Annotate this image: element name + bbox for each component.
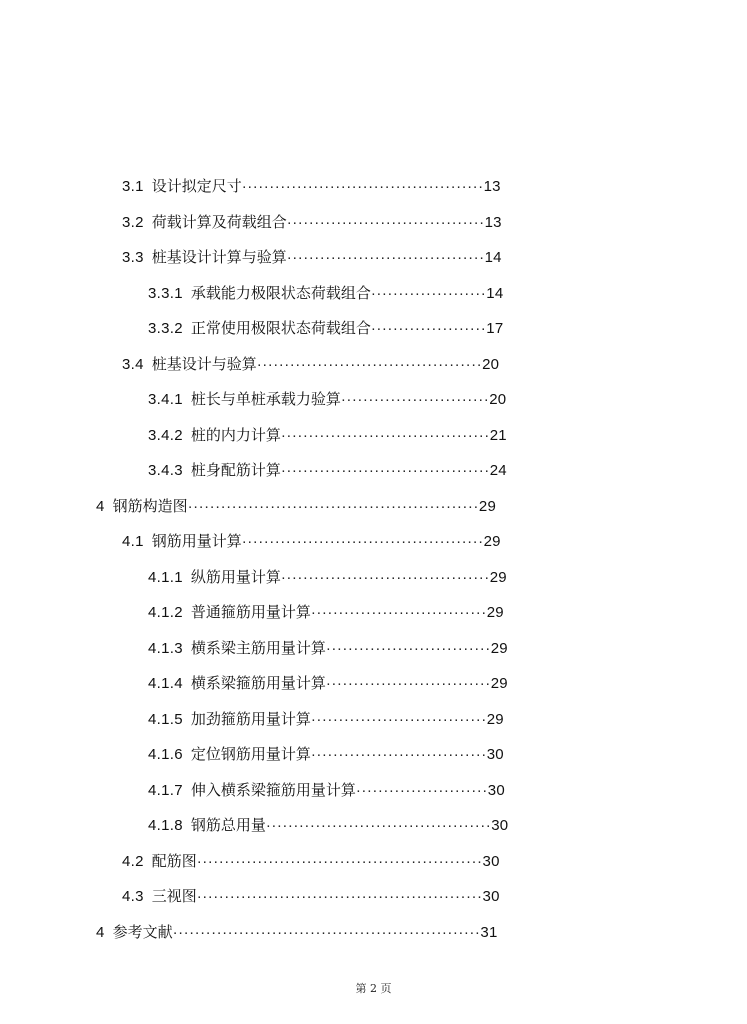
toc-entry-number: 4.1.3 [148, 640, 183, 657]
toc-dot-leader: ······································ [280, 462, 490, 479]
toc-entry-title: 桩长与单桩承载力验算 [190, 391, 341, 408]
toc-dot-leader: ································ [310, 711, 487, 728]
toc-entry-title: 横系梁主筋用量计算 [190, 640, 326, 657]
toc-entry-title: 承载能力极限状态荷载组合 [190, 285, 371, 302]
toc-entry-title: 钢筋构造图 [112, 498, 188, 515]
toc-entry-page: 30 [491, 817, 509, 834]
toc-entry[interactable] [148, 282, 510, 306]
toc-entry-title: 伸入横系梁箍筋用量计算 [190, 782, 356, 799]
toc-entry-page: 29 [486, 604, 504, 621]
toc-entry-page: 30 [487, 782, 505, 799]
toc-dot-leader: ································ [310, 604, 487, 621]
toc-dot-leader: ············································ [241, 178, 484, 195]
toc-entry[interactable] [148, 743, 510, 767]
toc-entry-title: 正常使用极限状态荷载组合 [190, 320, 371, 337]
toc-entry-page: 20 [482, 356, 500, 373]
toc-dot-leader: ······························ [325, 675, 491, 692]
toc-entry-title: 横系梁箍筋用量计算 [190, 675, 326, 692]
toc-entry-number: 4.1.5 [148, 711, 183, 728]
toc-entry-number: 3.1 [122, 178, 144, 195]
toc-entry-page: 20 [489, 391, 507, 408]
toc-entry-page: 13 [483, 178, 501, 195]
toc-entry-title: 钢筋用量计算 [151, 533, 242, 550]
toc-entry[interactable] [148, 779, 510, 803]
toc-entry[interactable] [122, 850, 506, 874]
toc-entry[interactable] [148, 424, 510, 448]
toc-entry-page: 29 [489, 569, 507, 586]
toc-entry[interactable] [148, 637, 510, 661]
toc-entry-number: 3.4.2 [148, 427, 183, 444]
toc-dot-leader: ··························· [340, 391, 490, 408]
toc-entry-number: 3.4 [122, 356, 144, 373]
toc-entry-page: 29 [483, 533, 501, 550]
toc-entry[interactable] [148, 672, 510, 696]
toc-entry[interactable] [148, 708, 510, 732]
toc-entry[interactable] [96, 495, 500, 519]
toc-entry-title: 桩的内力计算 [190, 427, 281, 444]
toc-dot-leader: ······································ [280, 427, 490, 444]
toc-entry-number: 4.1.4 [148, 675, 183, 692]
toc-dot-leader: ···················································· [196, 888, 483, 905]
toc-entry-title: 定位钢筋用量计算 [190, 746, 311, 763]
toc-entry-title: 参考文献 [112, 924, 173, 941]
toc-entry-page: 30 [482, 888, 500, 905]
toc-dot-leader: ······························ [325, 640, 491, 657]
toc-entry-number: 3.4.3 [148, 462, 183, 479]
toc-dot-leader: ···································· [286, 249, 485, 266]
toc-entry-page: 13 [484, 214, 502, 231]
toc-entry-number: 4.3 [122, 888, 144, 905]
page-number-footer: 第 2 页 [355, 982, 392, 995]
toc-entry-title: 普通箍筋用量计算 [190, 604, 311, 621]
toc-entry-title: 荷载计算及荷载组合 [151, 214, 287, 231]
toc-entry-page: 29 [478, 498, 497, 515]
toc-entry[interactable] [122, 175, 506, 199]
toc-dot-leader: ···················································· [196, 853, 483, 870]
toc-dot-leader: ····················································· [187, 498, 479, 515]
toc-entry-title: 设计拟定尺寸 [151, 178, 242, 195]
toc-entry-page: 29 [486, 711, 504, 728]
toc-entry-title: 纵筋用量计算 [190, 569, 281, 586]
toc-entry-number: 4.1.2 [148, 604, 183, 621]
toc-entry[interactable] [148, 566, 510, 590]
toc-entry[interactable] [96, 921, 500, 945]
toc-entry-number: 4.1.7 [148, 782, 183, 799]
toc-entry-title: 桩基设计与验算 [151, 356, 257, 373]
toc-dot-leader: ························································ [172, 924, 481, 941]
toc-entry-page: 14 [484, 249, 502, 266]
toc-entry-number: 3.3.1 [148, 285, 183, 302]
toc-dot-leader: ································ [310, 746, 487, 763]
toc-entry-page: 30 [486, 746, 504, 763]
toc-entry-page: 24 [489, 462, 507, 479]
toc-entry-page: 21 [489, 427, 507, 444]
toc-dot-leader: ······································ [280, 569, 490, 586]
toc-entry-title: 配筋图 [151, 853, 197, 870]
toc-entry[interactable] [148, 388, 510, 412]
toc-entry-title: 加劲箍筋用量计算 [190, 711, 311, 728]
toc-entry[interactable] [122, 885, 506, 909]
toc-entry[interactable] [148, 317, 510, 341]
toc-entry-page: 14 [486, 285, 504, 302]
toc-entry-title: 钢筋总用量 [190, 817, 266, 834]
toc-entry-number: 3.3.2 [148, 320, 183, 337]
toc-entry[interactable] [122, 353, 506, 377]
toc-entry-title: 桩身配筋计算 [190, 462, 281, 479]
toc-entry-number: 4.2 [122, 853, 144, 870]
toc-entry-number: 4 [96, 498, 105, 515]
toc-entry-number: 4.1.6 [148, 746, 183, 763]
toc-entry[interactable] [148, 814, 510, 838]
toc-entry-number: 3.4.1 [148, 391, 183, 408]
toc-entry-page: 29 [490, 675, 508, 692]
toc-entry[interactable] [122, 530, 506, 554]
toc-entry[interactable] [122, 211, 506, 235]
toc-dot-leader: ········································· [265, 817, 492, 834]
toc-entry-page: 29 [490, 640, 508, 657]
toc-entry[interactable] [148, 459, 510, 483]
toc-entry-number: 4.1.1 [148, 569, 183, 586]
toc-entry-title: 桩基设计计算与验算 [151, 249, 287, 266]
toc-dot-leader: ····················· [370, 285, 487, 302]
toc-dot-leader: ····················· [370, 320, 487, 337]
toc-dot-leader: ············································ [241, 533, 484, 550]
toc-entry-number: 4.1.8 [148, 817, 183, 834]
toc-entry-page: 31 [480, 924, 498, 941]
toc-dot-leader: ························ [355, 782, 488, 799]
toc-entry-number: 4 [96, 924, 105, 941]
toc-entry-title: 三视图 [151, 888, 197, 905]
toc-entry[interactable] [148, 601, 510, 625]
toc-entry-number: 4.1 [122, 533, 144, 550]
toc-entry-number: 3.3 [122, 249, 144, 266]
toc-dot-leader: ········································· [256, 356, 483, 373]
toc-entry[interactable] [122, 246, 506, 270]
toc-entry-number: 3.2 [122, 214, 144, 231]
toc-dot-leader: ···································· [286, 214, 485, 231]
toc-entry-page: 30 [482, 853, 500, 870]
toc-entry-page: 17 [486, 320, 504, 337]
